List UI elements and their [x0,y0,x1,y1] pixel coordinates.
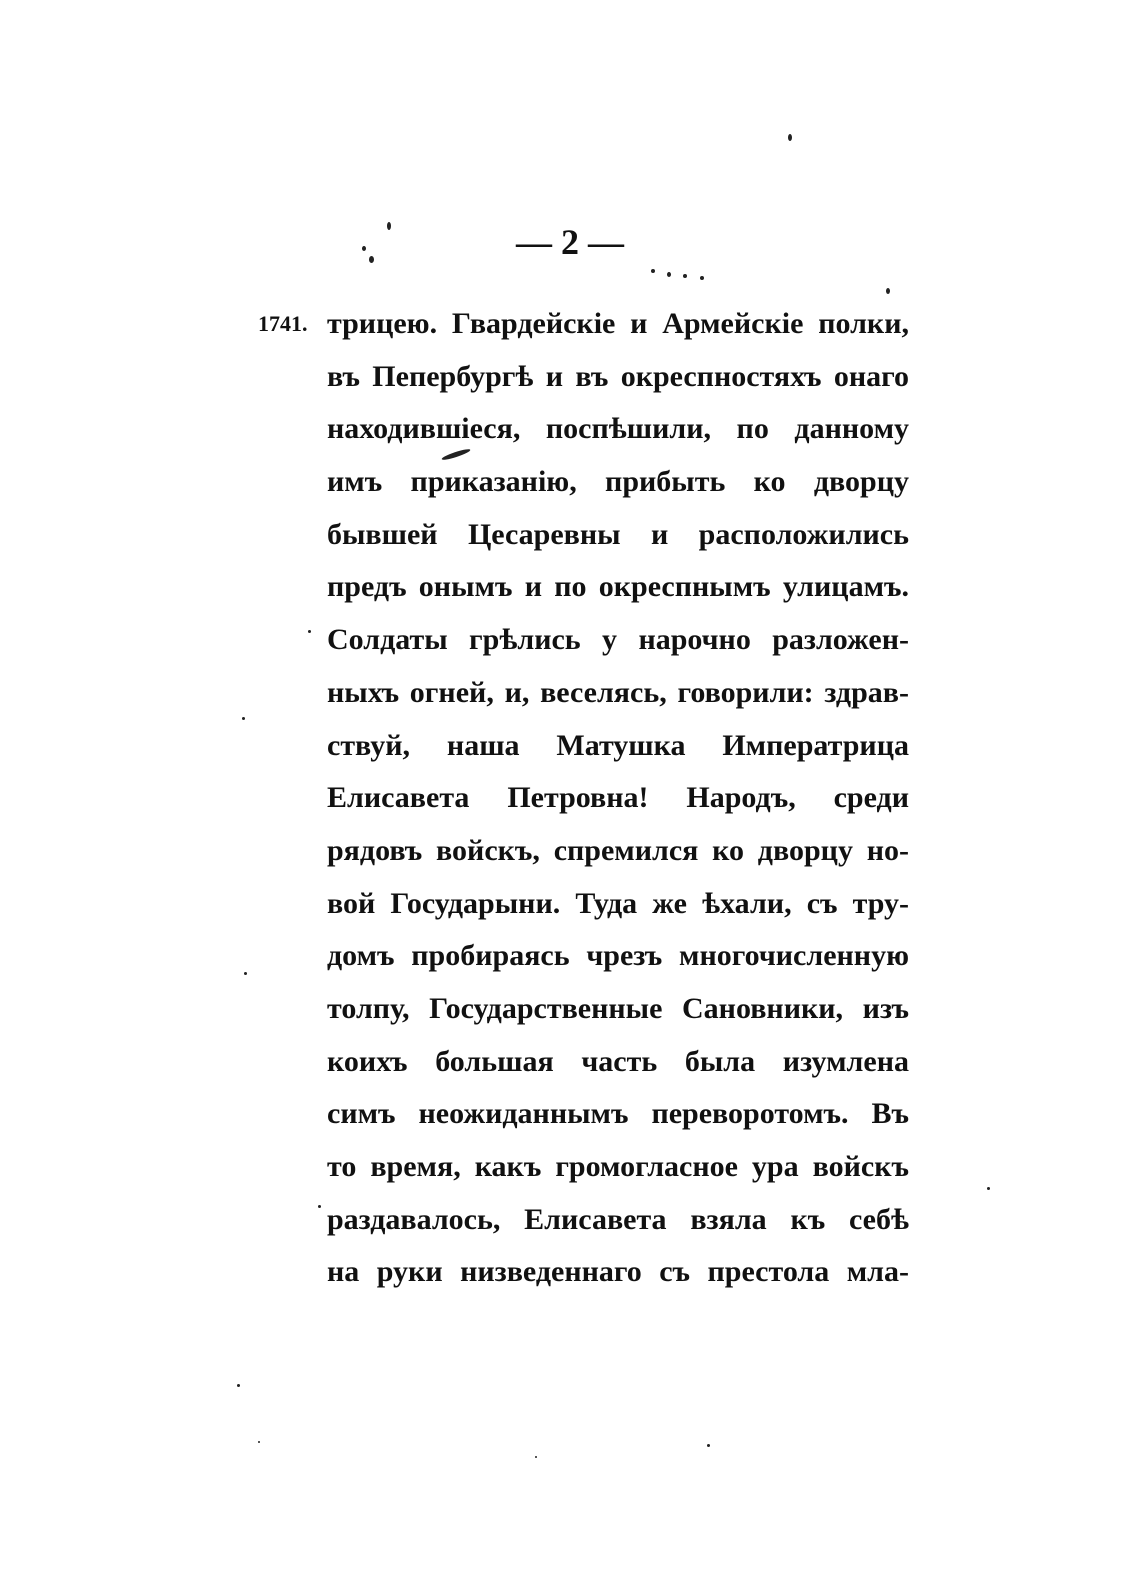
print-speck [535,1456,537,1458]
text-line: симъ неожиданнымъ переворотомъ. Въ [327,1097,909,1131]
print-speck [237,1384,240,1387]
text-line: находившіеся, поспѣшили, по данному [327,412,909,446]
text-line: раздавалось, Елисавета взяла къ себѣ [327,1202,909,1236]
body-text [327,298,909,1299]
print-speck [683,274,687,278]
text-line: трицею. Гвардейскіе и Армейскіе полки, [327,307,909,340]
print-speck [362,246,366,251]
page-number: — 2 — [516,222,624,262]
print-speck [242,717,245,720]
print-speck [886,288,890,294]
print-speck [308,630,311,633]
print-speck [700,276,704,280]
text-line: коихъ большая часть была изумлена [327,1044,909,1078]
text-line: рядовъ войскъ, спремился ко дворцу но- [327,833,909,867]
text-line: ствуй, наша Матушка Императрица [327,728,909,762]
print-speck [318,1205,321,1208]
text-line: Елисавета Петровна! Народъ, среди [327,781,909,815]
print-speck [244,972,247,975]
text-line: на руки низведеннаго съ престола мла- [327,1255,909,1289]
text-line: въ Пепербургѣ и въ окреспностяхъ онаго [327,359,909,393]
text-line: домъ пробираясь чрезъ многочисленную [327,939,909,973]
text-line: вой Государыни. Туда же ѣхали, съ тру- [327,886,909,920]
print-speck [788,134,792,141]
print-speck [387,222,391,230]
print-speck [258,1441,260,1443]
print-speck [667,272,671,277]
text-line: предъ онымъ и по окреспнымъ улицамъ. [327,570,909,604]
print-speck [707,1444,710,1447]
text-line: толпу, Государственные Сановники, изъ [327,991,909,1025]
print-speck [987,1187,990,1190]
margin-year: 1741. [258,311,308,336]
print-speck [651,269,655,273]
text-line: Солдаты грѣлись у нарочно разложен- [327,623,909,657]
print-speck [369,256,374,263]
text-line: имъ приказанію, прибыть ко дворцу [327,465,909,499]
text-line: бывшей Цесаревны и расположились [327,517,909,551]
text-line: ныхъ огней, и, веселясь, говорили: здрав- [327,675,909,709]
text-line: то время, какъ громогласное ура войскъ [327,1150,909,1183]
